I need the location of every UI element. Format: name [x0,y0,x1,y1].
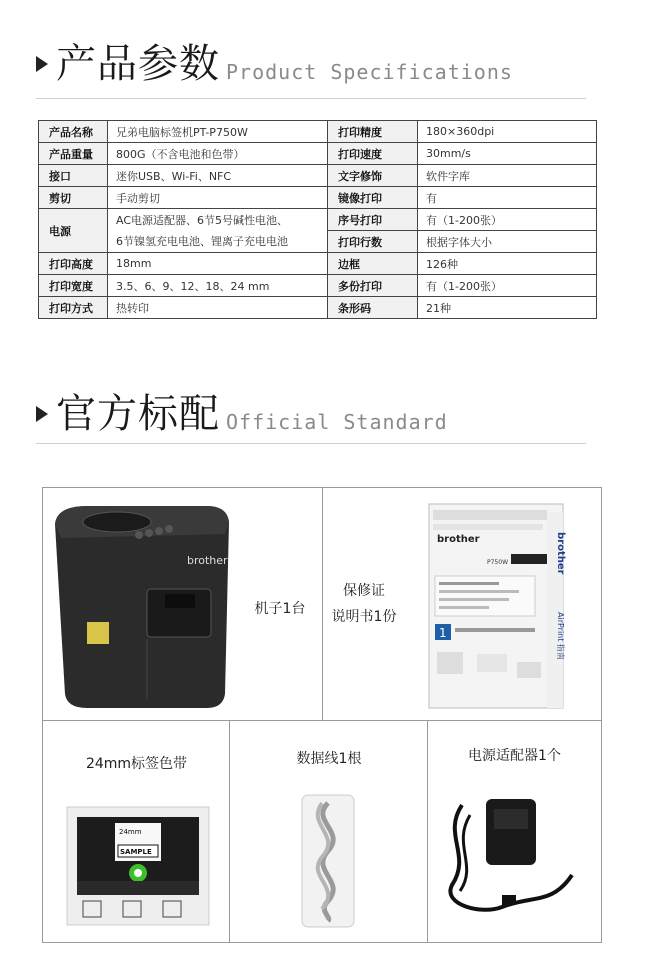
triangle-bullet-icon [36,56,48,72]
specs-title-en: Product Specifications [226,60,513,84]
standard-title-en: Official Standard [226,410,448,434]
spec-table [38,120,597,319]
table-row [39,209,597,231]
spec-label: 产品重量 [39,143,108,165]
spec-label: 边框 [328,253,418,275]
spec-label: 打印精度 [328,121,418,143]
triangle-bullet-icon [36,406,48,422]
standard-title-cn: 官方标配 [56,391,220,437]
spec-label: 镜像打印 [328,187,418,209]
manual-label: 说明书1份 [331,609,397,625]
manual-booklet-image [427,502,567,712]
spec-value: 6节镍氢充电电池、锂离子充电电池 [108,231,328,253]
specs-title-cn: 产品参数 [56,41,220,87]
table-row [39,165,597,187]
adapter-box [427,720,602,943]
usb-cable-image [298,791,358,931]
table-row [39,231,597,253]
warranty-label: 保修证 [343,583,385,599]
table-row [39,253,597,275]
spec-label: 序号打印 [328,209,418,231]
table-row [39,297,597,319]
table-row [39,121,597,143]
spec-label: 打印行数 [328,231,418,253]
spec-value: 手动剪切 [108,187,328,209]
cable-box [229,720,429,943]
spec-label: 条形码 [328,297,418,319]
table-row [39,143,597,165]
spec-value: 30mm/s [418,143,597,165]
specs-divider [36,98,586,99]
manual-spine-brand: brother [555,532,566,575]
manual-airprint-text: AirPrint 指南 [556,612,565,660]
spec-label: 打印速度 [328,143,418,165]
spec-value: 有 [418,187,597,209]
manual-model-text: P750W [487,559,509,566]
spec-value: 180×360dpi [418,121,597,143]
spec-value: 3.5、6、9、12、18、24 mm [108,275,328,297]
cable-label: 数据线1根 [296,751,362,767]
spec-label: 打印高度 [39,253,108,275]
table-row [39,275,597,297]
tape-cassette-image [63,801,213,931]
spec-value: 兄弟电脑标签机PT-P750W [108,121,328,143]
spec-value: 21种 [418,297,597,319]
spec-value: 迷你USB、Wi-Fi、NFC [108,165,328,187]
power-adapter-image [442,795,582,925]
spec-value: AC电源适配器、6节5号碱性电池、 [108,209,328,231]
spec-value: 软件字库 [418,165,597,187]
spec-value: 有（1-200张） [418,275,597,297]
printer-brand-text: brother [187,554,228,567]
spec-value: 有（1-200张） [418,209,597,231]
spec-value: 18mm [108,253,328,275]
spec-value: 根据字体大小 [418,231,597,253]
manual-brand-text: brother [437,534,480,545]
standard-divider [36,443,586,444]
table-row [39,187,597,209]
spec-label: 接口 [39,165,108,187]
tape-label: 24mm标签色带 [85,756,188,772]
spec-label: 文字修饰 [328,165,418,187]
machine-box [42,487,324,722]
spec-label: 剪切 [39,187,108,209]
spec-label: 打印宽度 [39,275,108,297]
tape-size-text: 24mm [119,828,142,836]
manual-step-number: 1 [439,626,447,640]
spec-label: 多份打印 [328,275,418,297]
tape-box [42,720,231,943]
machine-label: 机子1台 [254,601,306,617]
spec-value: 126种 [418,253,597,275]
spec-label: 电源 [39,209,108,253]
tape-sample-text: SAMPLE [120,848,152,856]
spec-label: 产品名称 [39,121,108,143]
spec-value: 800G（不含电池和色带） [108,143,328,165]
manual-box [322,487,602,722]
standard-heading [36,392,448,436]
label-printer-image [47,494,247,719]
adapter-label: 电源适配器1个 [468,748,561,764]
spec-label: 打印方式 [39,297,108,319]
spec-value: 热转印 [108,297,328,319]
specs-heading [36,42,513,86]
